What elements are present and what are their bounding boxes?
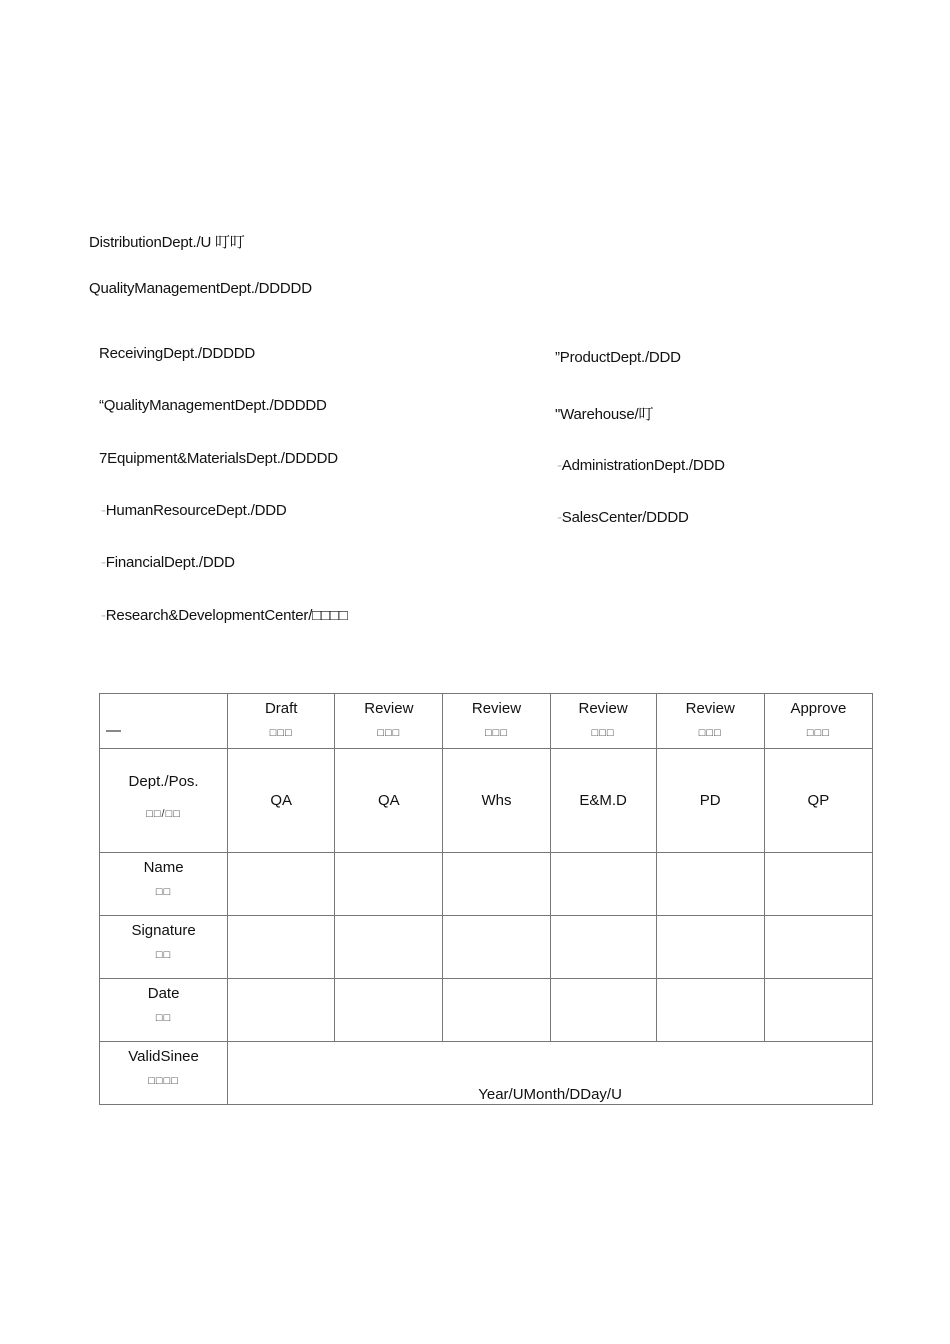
header-review-2-title: Review — [471, 700, 522, 717]
header-review-4 — [656, 694, 764, 749]
dept-left-hr — [101, 502, 286, 519]
header-review-2 — [443, 694, 550, 749]
dept-value-cell: QA — [335, 749, 443, 853]
header-approve-sub: □□□ — [806, 727, 830, 739]
dept-pos-label: Dept./Pos. — [128, 773, 199, 790]
date-label: Date — [147, 985, 180, 1002]
header-review-4-title: Review — [685, 700, 735, 717]
header-review-1-title: Review — [364, 700, 414, 717]
valid-since-label: ValidSinee — [128, 1048, 199, 1065]
signature-input-cell[interactable] — [550, 916, 656, 979]
header-review-4-sub: □□□ — [698, 727, 722, 739]
dept-left-hr-prefix: - — [101, 502, 106, 519]
dept-pos-sub: □□/□□ — [146, 808, 181, 820]
valid-since-value: Year/UMonth/DDay/U — [478, 1086, 622, 1103]
corner-dash: — — [106, 722, 121, 739]
header-draft — [228, 694, 335, 749]
signature-input-cell[interactable] — [656, 916, 764, 979]
signature-sub: □□ — [155, 949, 172, 961]
dept-value-cell: E&M.D — [550, 749, 656, 853]
dept-left-rnd-label: Research&DevelopmentCenter/□□□□ — [105, 607, 348, 624]
table-row-name — [100, 853, 873, 916]
header-approve — [764, 694, 872, 749]
signature-input-cell[interactable] — [764, 916, 872, 979]
dept-right-product: ”ProductDept./DDD — [555, 349, 681, 366]
dept-right-admin-prefix: - — [557, 457, 562, 474]
dept-value-cell: Whs — [443, 749, 550, 853]
name-label-cell — [100, 853, 228, 916]
date-sub: □□ — [155, 1012, 172, 1024]
dept-left-rnd — [101, 607, 348, 624]
name-input-cell[interactable] — [764, 853, 872, 916]
dept-value-cell: QA — [228, 749, 335, 853]
dept-pos-label-cell — [100, 749, 228, 853]
name-input-cell[interactable] — [228, 853, 335, 916]
name-input-cell[interactable] — [656, 853, 764, 916]
name-input-cell[interactable] — [335, 853, 443, 916]
approval-table — [99, 693, 873, 1105]
header-review-3 — [550, 694, 656, 749]
name-input-cell[interactable] — [550, 853, 656, 916]
date-input-cell[interactable] — [550, 979, 656, 1042]
dept-left-receiving: ReceivingDept./DDDDD — [99, 345, 256, 362]
dept-line-distribution: DistributionDept./U 叮叮 — [89, 234, 245, 251]
valid-since-sub: □□□□ — [148, 1075, 179, 1087]
table-header-row — [100, 694, 873, 749]
valid-since-value-cell[interactable] — [228, 1042, 873, 1105]
dept-line-quality-management: QualityManagementDept./DDDDD — [89, 280, 312, 297]
date-input-cell[interactable] — [443, 979, 550, 1042]
dept-value-cell: QP — [764, 749, 872, 853]
dept-left-financial — [101, 554, 235, 571]
dept-left-quality: “QualityManagementDept./DDDDD — [99, 397, 327, 414]
dept-left-financial-prefix: - — [101, 554, 106, 571]
name-sub: □□ — [155, 886, 172, 898]
signature-input-cell[interactable] — [443, 916, 550, 979]
dept-left-equipment: 7Equipment&MaterialsDept./DDDDD — [99, 450, 338, 467]
header-review-1-sub: □□□ — [377, 727, 401, 739]
header-approve-title: Approve — [790, 700, 847, 717]
table-row-date — [100, 979, 873, 1042]
header-draft-title: Draft — [264, 700, 298, 717]
dept-right-admin-label: AdministrationDept./DDD — [561, 457, 725, 474]
signature-label: Signature — [131, 922, 196, 939]
dept-right-admin — [557, 457, 725, 474]
dept-right-sales-prefix: - — [557, 509, 562, 526]
date-input-cell[interactable] — [764, 979, 872, 1042]
date-input-cell[interactable] — [228, 979, 335, 1042]
table-row-dept — [100, 749, 873, 853]
header-review-2-sub: □□□ — [485, 727, 508, 739]
signature-label-cell — [100, 916, 228, 979]
header-draft-sub: □□□ — [269, 727, 293, 739]
header-review-3-sub: □□□ — [591, 727, 615, 739]
signature-input-cell[interactable] — [335, 916, 443, 979]
table-corner-cell — [100, 694, 228, 749]
dept-right-sales-label: SalesCenter/DDDD — [561, 509, 689, 526]
dept-value-cell: PD — [656, 749, 764, 853]
dept-left-rnd-prefix: - — [101, 607, 106, 624]
dept-left-financial-label: FinancialDept./DDD — [105, 554, 235, 571]
header-review-3-title: Review — [578, 700, 628, 717]
table-row-valid-since — [100, 1042, 873, 1105]
valid-since-label-cell — [100, 1042, 228, 1105]
date-label-cell — [100, 979, 228, 1042]
header-review-1 — [335, 694, 443, 749]
signature-input-cell[interactable] — [228, 916, 335, 979]
date-input-cell[interactable] — [656, 979, 764, 1042]
dept-right-warehouse: "Warehouse/叮 — [555, 406, 654, 423]
date-input-cell[interactable] — [335, 979, 443, 1042]
name-input-cell[interactable] — [443, 853, 550, 916]
dept-right-sales — [557, 509, 689, 526]
dept-left-hr-label: HumanResourceDept./DDD — [105, 502, 287, 519]
table-row-signature — [100, 916, 873, 979]
name-label: Name — [143, 859, 184, 876]
